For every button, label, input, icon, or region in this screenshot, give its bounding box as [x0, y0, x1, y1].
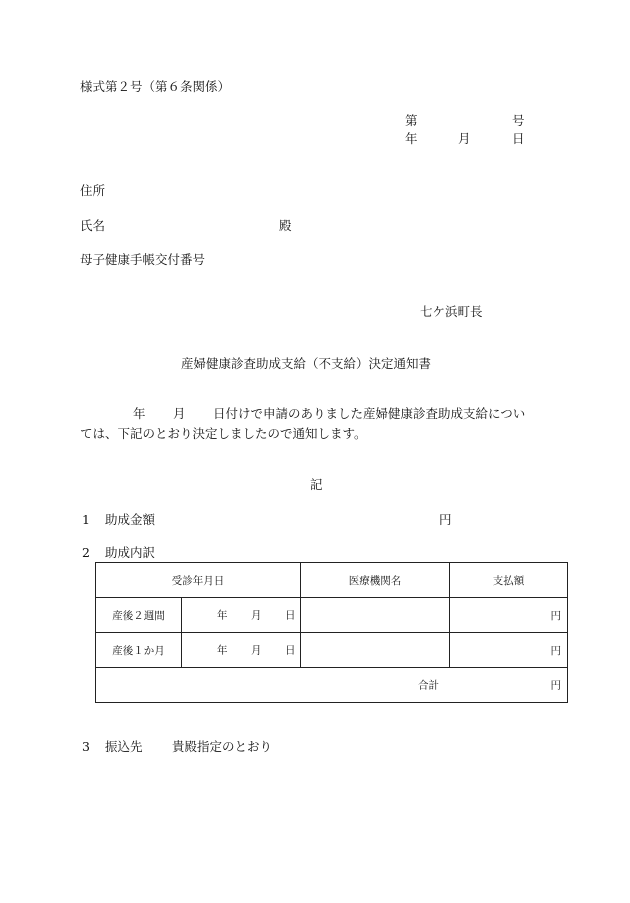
header-institution: 医療機関名 [301, 563, 450, 598]
aid-breakdown-table [95, 562, 568, 703]
body-month: 月 [173, 406, 186, 421]
total-label: 合計 [418, 679, 439, 692]
item1-number: 1 [82, 512, 90, 527]
name-label: 氏名 [80, 218, 106, 233]
total-unit: 円 [550, 679, 561, 692]
issuer: 七ケ浜町長 [420, 304, 483, 319]
header-exam-date: 受診年月日 [96, 563, 301, 598]
item2-number: 2 [82, 545, 90, 560]
doc-number-suffix: 号 [512, 113, 525, 128]
table-total-row [96, 668, 568, 703]
table-header-row [96, 563, 568, 598]
item1-unit: 円 [439, 512, 452, 527]
doc-number-prefix: 第 [405, 113, 418, 128]
row-date [182, 633, 301, 668]
row-date-day: 日 [285, 609, 296, 622]
ki-heading: 記 [310, 477, 323, 492]
doc-date-year: 年 [405, 131, 418, 146]
doc-date-day: 日 [512, 131, 525, 146]
item3-value: 貴殿指定のとおり [172, 739, 273, 754]
honorific: 殿 [279, 218, 292, 233]
item3-number: 3 [82, 739, 90, 754]
row-amount-unit: 円 [450, 598, 568, 633]
item2-label: 助成内訳 [105, 545, 156, 560]
table-row [96, 598, 568, 633]
body-year: 年 [133, 406, 146, 421]
doc-date-month: 月 [458, 131, 471, 146]
table-row [96, 633, 568, 668]
row-date-year: 年 [217, 609, 228, 622]
item1-label: 助成金額 [105, 512, 156, 527]
handbook-number-label: 母子健康手帳交付番号 [80, 252, 206, 267]
document-title: 産婦健康診査助成支給（不支給）決定通知書 [181, 356, 432, 371]
row-amount-unit: 円 [450, 633, 568, 668]
form-label: 様式第２号（第６条関係） [80, 79, 231, 94]
total-cell [96, 668, 568, 703]
address-label: 住所 [80, 183, 106, 198]
row-date-month: 月 [251, 644, 262, 657]
row-institution [301, 598, 450, 633]
row-label: 産後２週間 [96, 598, 182, 633]
row-date [182, 598, 301, 633]
body-line1: 日付けで申請のありました産婦健康診査助成支給につい [213, 406, 526, 421]
body-line2: ては、下記のとおり決定しましたので通知します。 [80, 426, 367, 441]
item3-label: 振込先 [105, 739, 143, 754]
row-date-month: 月 [251, 609, 262, 622]
header-payment: 支払額 [450, 563, 568, 598]
row-institution [301, 633, 450, 668]
row-label: 産後１か月 [96, 633, 182, 668]
row-date-day: 日 [285, 644, 296, 657]
row-date-year: 年 [217, 644, 228, 657]
